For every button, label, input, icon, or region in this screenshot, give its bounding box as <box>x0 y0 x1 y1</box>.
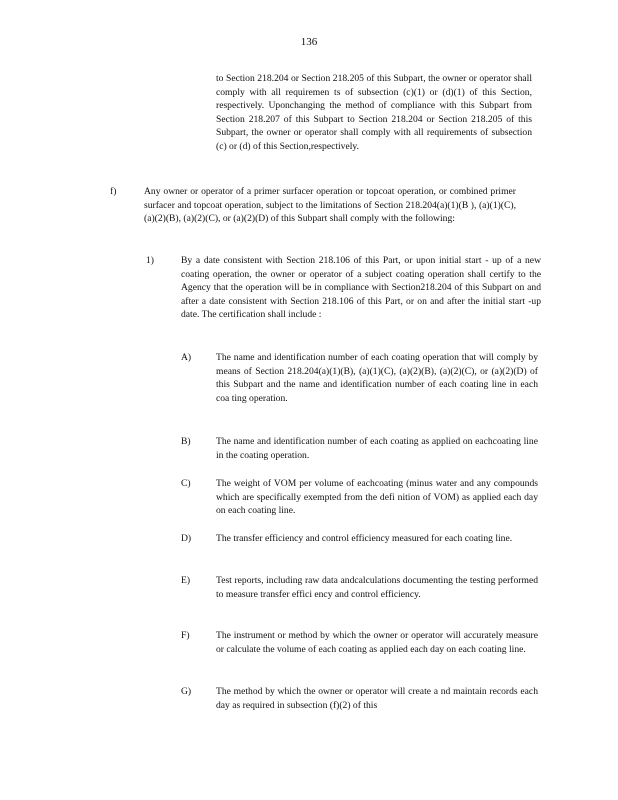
sub-item-f-text: The instrument or method by which the owner or operator will accurately measure or calculate the volume of each coating as applied each day on each coating line. <box>216 630 538 655</box>
sub-item-b-label: B) <box>181 436 191 447</box>
sub-item-b-text: The name and identification number of each coating as applied on eachcoating line in the coating operation. <box>216 436 538 461</box>
item-1-label: 1) <box>146 255 154 266</box>
sub-item-e-text: Test reports, including raw data andcalculations documenting the testing performed to measure transfer effici ency and control efficiency. <box>216 575 538 600</box>
sub-item-e-label: E) <box>181 575 191 586</box>
sub-item-d-label: D) <box>181 533 192 544</box>
sub-item-d-text: The transfer efficiency and control efficiency measured for each coating line. <box>216 533 513 544</box>
sub-item-c-text: The weight of VOM per volume of eachcoating (minus water and any compounds which are specifically exempted from the defi nition of VOM) as applied each day on each coating line. <box>216 478 538 517</box>
sub-item-f-label: F) <box>181 630 190 641</box>
sub-item-g-text: The method by which the owner or operator will create a nd maintain records each day as required in subsection (f)(2) of this <box>216 686 538 711</box>
sub-item-a-label: A) <box>181 352 192 363</box>
page-number: 136 <box>300 36 318 48</box>
paragraph-f-text: Any owner or operator of a primer surfacer operation or topcoat operation, or combined primer surfacer and topcoat operation, subject to the limitations of Section 218.204(a)(1)(B ), (a)(1)(C), (a)(2)(B), (a)(2)(C), or (a)(2)(D) of this Subpart shall comply with the following: <box>144 186 516 225</box>
sub-item-g-label: G) <box>181 686 192 697</box>
continuation-paragraph: to Section 218.204 or Section 218.205 of this Subpart, the owner or operator shall comply with all requiremen ts of subsection (c)(1) or (d)(1) of this Section, respectively. Uponchanging the method of compliance with this Subpart from Section 218.207 of this Subpart to Section 218.204 or Section 218.205 of this Subpart, the owner or operator shall comply with all requirements of subsection (c) or (d) of this Section,respectively. <box>216 73 532 152</box>
paragraph-f-label: f) <box>110 186 117 197</box>
sub-item-a-text: The name and identification number of each coating operation that will comply by means of Section 218.204(a)(1)(B), (a)(1)(C), (a)(2)(B), (a)(2)(C), or (a)(2)(D) of this Subpart and the name and identification number of each coating line in each coa ting operation. <box>216 352 538 404</box>
item-1-text: By a date consistent with Section 218.106 of this Part, or upon initial start - up of a new coating operation, the owner or operator of a subject coating operation shall certify to the Agency that the operation will be in compliance with Section218.204 of this Subpart on and after a date consistent with Section 218.106 of this Part, or on and after the initial start -up date. The certification shall include : <box>181 255 541 321</box>
sub-item-c-label: C) <box>181 478 191 489</box>
